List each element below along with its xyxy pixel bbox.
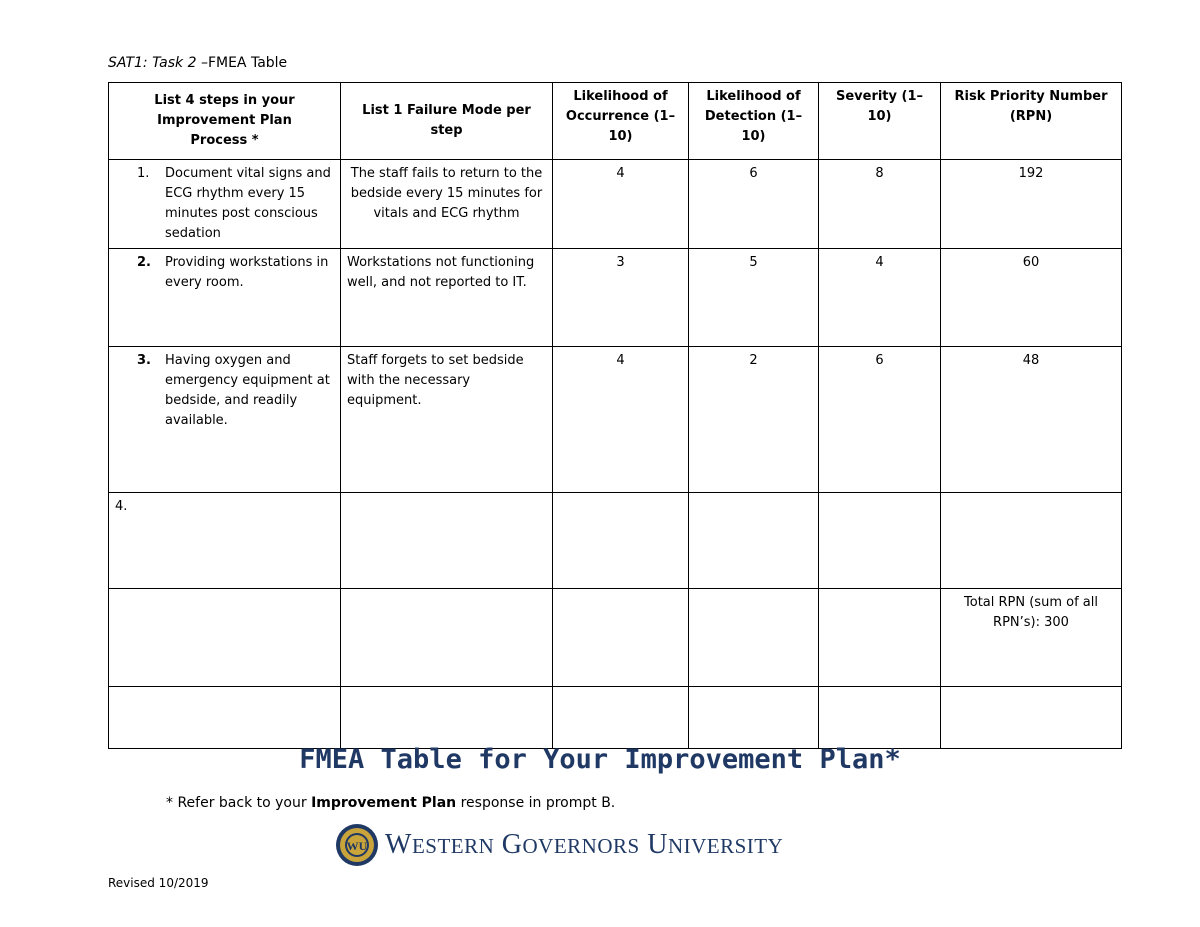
empty-cell	[341, 589, 553, 687]
step-cell	[109, 249, 341, 347]
empty-cell	[341, 687, 553, 749]
empty-cell	[689, 687, 819, 749]
fmea-table	[108, 82, 1122, 749]
occurrence-cell: 4	[553, 347, 689, 493]
detection-cell: 5	[689, 249, 819, 347]
footnote-bold: Improvement Plan	[311, 795, 457, 811]
detection-cell	[689, 493, 819, 589]
header-severity: Severity (1–10)	[819, 83, 941, 160]
occurrence-cell	[553, 493, 689, 589]
failure-cell: The staff fails to return to the bedside every 15 minutes for vitals and ECG rhythm	[341, 160, 553, 249]
footnote	[166, 795, 615, 811]
failure-cell: Staff forgets to set bedside with the necessary equipment.	[341, 347, 553, 493]
wordmark-overnors: OVERNORS	[522, 834, 640, 858]
header-failure-mode: List 1 Failure Mode per step	[341, 83, 553, 160]
rpn-cell	[941, 493, 1122, 589]
header-steps: List 4 steps in your Improvement Plan Process *	[109, 83, 341, 160]
wordmark-g: G	[501, 829, 523, 860]
wordmark-w: W	[385, 829, 412, 860]
wordmark-estern: ESTERN	[411, 834, 495, 858]
step-cell	[109, 493, 341, 589]
header-detection: Likelihood of Detection (1–10)	[689, 83, 819, 160]
failure-cell	[341, 493, 553, 589]
empty-cell	[819, 687, 941, 749]
occurrence-cell: 4	[553, 160, 689, 249]
table-row	[109, 493, 1122, 589]
rpn-cell: 48	[941, 347, 1122, 493]
table-row	[109, 687, 1122, 749]
revised-date: Revised 10/2019	[108, 876, 209, 890]
header-rpn: Risk Priority Number (RPN)	[941, 83, 1122, 160]
detection-cell: 2	[689, 347, 819, 493]
empty-cell	[109, 589, 341, 687]
step-cell	[109, 160, 341, 249]
failure-cell: Workstations not functioning well, and not reported to IT.	[341, 249, 553, 347]
step-number: 3.	[137, 353, 151, 368]
page-banner: FMEA Table for Your Improvement Plan*	[299, 744, 901, 775]
severity-cell: 6	[819, 347, 941, 493]
wgu-seal-icon	[335, 823, 379, 867]
detection-cell: 6	[689, 160, 819, 249]
step-text: Having oxygen and emergency equipment at bedside, and readily available.	[165, 353, 330, 428]
step-text: Providing workstations in every room.	[165, 255, 329, 290]
empty-cell	[689, 589, 819, 687]
severity-cell: 4	[819, 249, 941, 347]
severity-cell	[819, 493, 941, 589]
document-title	[108, 55, 287, 71]
table-row	[109, 589, 1122, 687]
empty-cell	[553, 589, 689, 687]
footnote-post: response in prompt B.	[456, 795, 616, 811]
step-number: 1.	[137, 166, 150, 181]
title-table: FMEA Table	[207, 55, 288, 71]
step-text: Document vital signs and ECG rhythm every 15 minutes post conscious sedation	[165, 166, 331, 241]
wordmark-u: U	[647, 829, 668, 860]
header-occurrence: Likelihood of Occurrence (1–10)	[553, 83, 689, 160]
occurrence-cell: 3	[553, 249, 689, 347]
seal-letters: WU	[346, 839, 368, 853]
step-number: 4.	[115, 499, 128, 514]
wgu-logo	[335, 823, 783, 867]
rpn-cell: 192	[941, 160, 1122, 249]
empty-cell	[553, 687, 689, 749]
wordmark-niversity: NIVERSITY	[667, 834, 784, 858]
wgu-wordmark	[385, 829, 783, 861]
total-rpn-cell: Total RPN (sum of all RPN’s): 300	[941, 589, 1122, 687]
empty-cell	[941, 687, 1122, 749]
step-number: 2.	[137, 255, 151, 270]
empty-cell	[819, 589, 941, 687]
table-row	[109, 249, 1122, 347]
step-cell	[109, 347, 341, 493]
footnote-pre: * Refer back to your	[166, 795, 312, 811]
empty-cell	[109, 687, 341, 749]
table-row	[109, 347, 1122, 493]
title-task: SAT1: Task 2 –	[108, 55, 208, 71]
severity-cell: 8	[819, 160, 941, 249]
rpn-cell: 60	[941, 249, 1122, 347]
table-row	[109, 160, 1122, 249]
table-header-row	[109, 83, 1122, 160]
